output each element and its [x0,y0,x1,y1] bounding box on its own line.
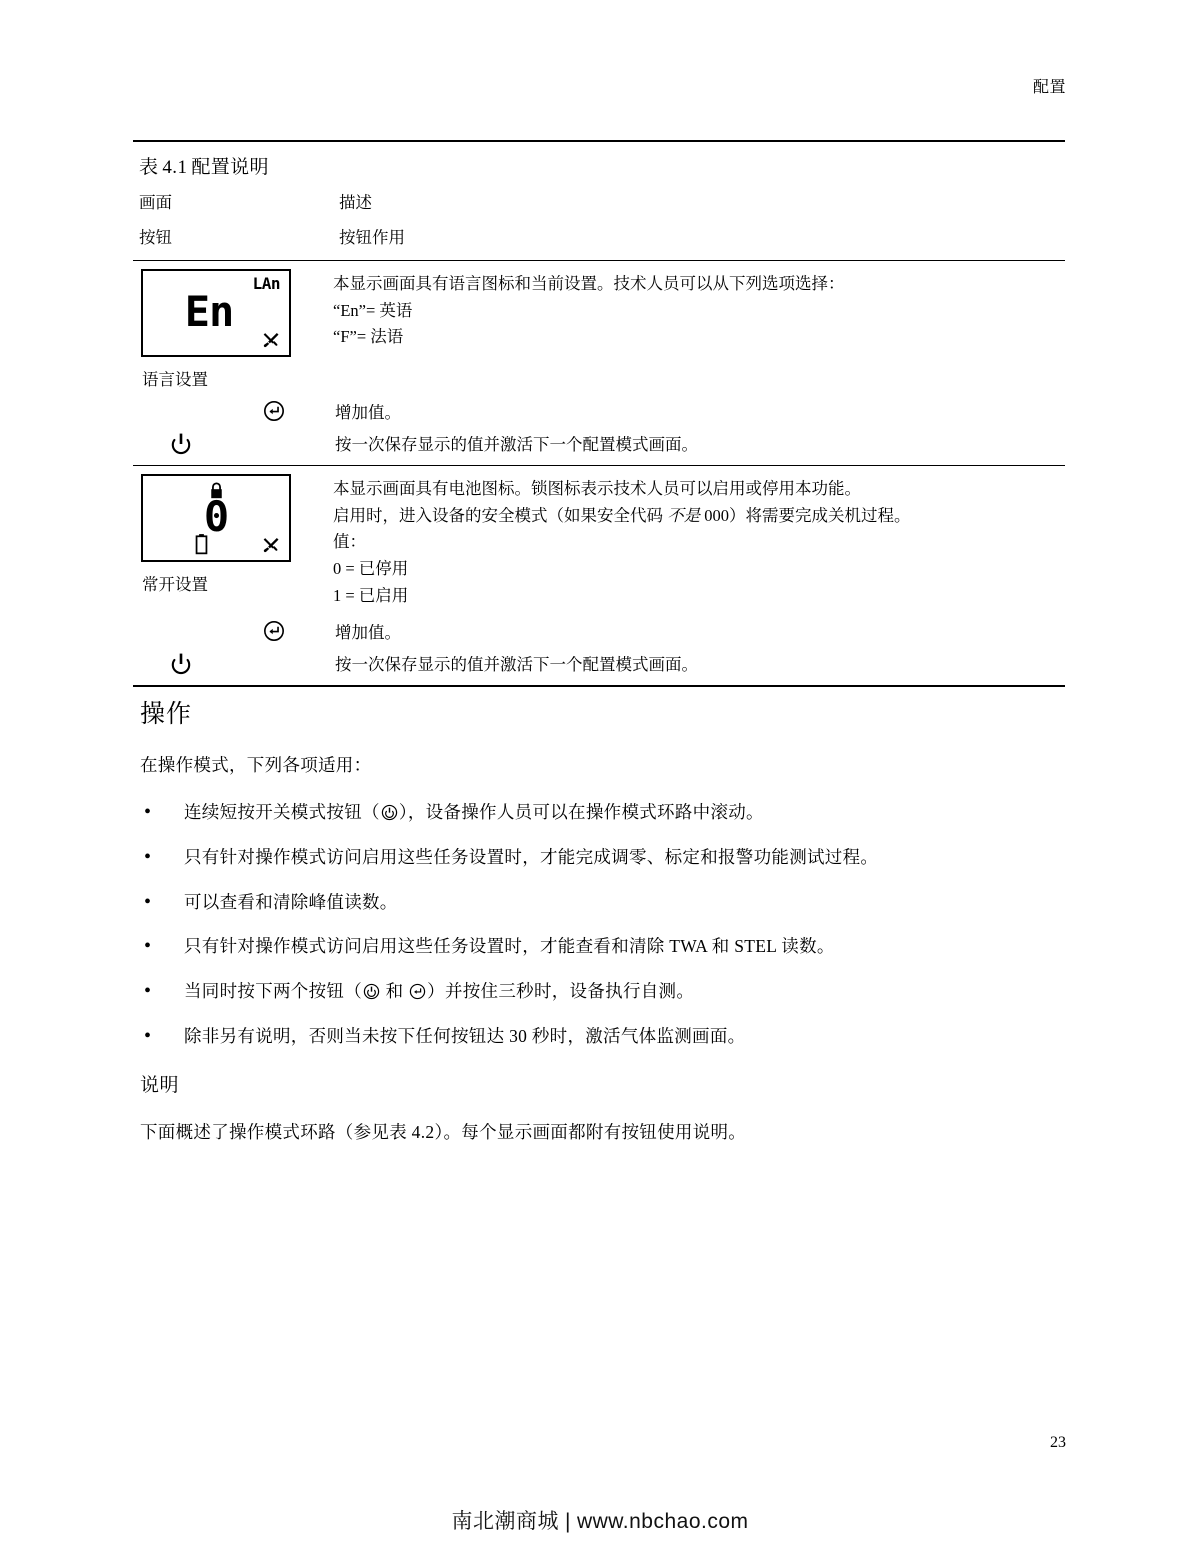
description-line: 本显示画面具有语言图标和当前设置。技术人员可以从下列选项选择： [333,274,845,293]
power-icon[interactable] [133,431,333,455]
enter-arrow-icon [409,983,426,1000]
watermark-separator: | [564,1510,571,1533]
description-line: 1 = 已启用 [333,585,409,605]
button-action-text: 增加值。 [335,403,401,422]
description-language [333,267,1065,351]
power-icon[interactable] [133,651,333,675]
lcd-language-icon-text: LAn [252,274,280,293]
watermark-url: www.nbchao.com [576,1510,749,1533]
column-header-button: 按钮 [139,228,172,247]
section-title-operation: 操作 [140,701,193,728]
description-line-part: 启用时，进入设备的安全模式（如果安全代码 不是 000）将需要完成关机过程。 [333,505,911,525]
list-item: • 可以查看和清除峰值读数。 [140,891,1080,914]
table-caption [133,142,1065,181]
button-row-power-normally-open [133,647,1065,685]
list-item [140,980,1080,1003]
description-line: 本显示画面具有电池图标。锁图标表示技术人员可以启用或停用本功能。 [333,479,861,498]
operation-bullet-list [140,801,1080,1048]
table-caption-prefix: 表 [139,157,159,178]
running-header: 配置 [1032,79,1066,96]
description-line [333,503,1065,530]
power-icon [381,804,398,821]
description-normally-open [333,472,1065,610]
page-number: 23 [1050,1434,1066,1451]
column-header-description: 描述 [339,193,372,212]
description-line: 0 = 已停用 [333,559,409,579]
column-headers-row-1 [133,181,1065,213]
config-section-language [133,261,1065,465]
description-line: 值： [333,532,366,552]
watermark-name: 南北潮商城 [451,1510,559,1533]
screen-cell-normally-open [133,472,333,595]
notes-text: 下面概述了操作模式环路（参见表 4.2）。每个显示画面都附有按钮使用说明。 [140,1121,747,1142]
operation-intro: 在操作模式，下列各项适用： [140,755,372,775]
column-header-screen: 画面 [139,193,172,212]
button-row-increment-language [133,390,1065,427]
footer-watermark [0,1505,1200,1535]
power-icon [363,983,380,1000]
bullet-text-before: 连续短按开关模式按钮（ [184,802,380,822]
table-bottom-rule [133,685,1065,687]
enter-arrow-icon[interactable] [133,620,333,642]
battery-icon [195,533,208,555]
tools-icon [261,536,281,556]
section-title-notes: 说明 [140,1074,180,1096]
bullet-text-after: ），设备操作人员可以在操作模式环路中滚动。 [398,802,764,822]
list-item: • 只有针对操作模式访问启用这些任务设置时，才能查看和清除 TWA 和 STEL 读数。 [140,935,1080,958]
lcd-label-normally-open: 常开设置 [142,575,208,594]
table-caption-text: 配置说明 [191,157,269,178]
button-action-text: 按一次保存显示的值并激活下一个配置模式画面。 [335,654,698,674]
enter-arrow-icon[interactable] [133,400,333,422]
button-action-text: 增加值。 [335,622,401,642]
operation-section [140,694,1080,1144]
lcd-display-normally-open [141,474,291,562]
config-section-normally-open [133,466,1065,685]
bullet-text-middle: 和 [381,981,409,1001]
column-header-action: 按钮作用 [339,228,405,247]
screen-cell-language [133,267,333,390]
button-row-increment-normally-open [133,610,1065,647]
list-item [140,801,1080,824]
button-row-power-language [133,427,1065,465]
lcd-label-language: 语言设置 [142,370,208,389]
description-line: “En”= 英语 [333,300,413,320]
description-line: “F”= 法语 [333,327,404,347]
bullet-text-after: ）并按住三秒时，设备执行自测。 [427,981,695,1001]
list-item: • 除非另有说明，否则当未按下任何按钮达 30 秒时，激活气体监测画面。 [140,1025,1080,1048]
column-headers-row-2 [133,213,1065,260]
button-action-text: 按一次保存显示的值并激活下一个配置模式画面。 [335,435,698,454]
tools-icon [261,331,281,351]
config-table [133,140,1065,687]
emphasis-text: 不是 [667,505,701,525]
bullet-text-before: 当同时按下两个按钮（ [184,981,362,1001]
lcd-normally-open-value: 0 [203,492,229,541]
table-caption-number: 4.1 [162,157,188,178]
lcd-language-value: En [184,287,234,336]
list-item: • 只有针对操作模式访问启用这些任务设置时，才能完成调零、标定和报警功能测试过程。 [140,846,1080,869]
lcd-display-language [141,269,291,357]
